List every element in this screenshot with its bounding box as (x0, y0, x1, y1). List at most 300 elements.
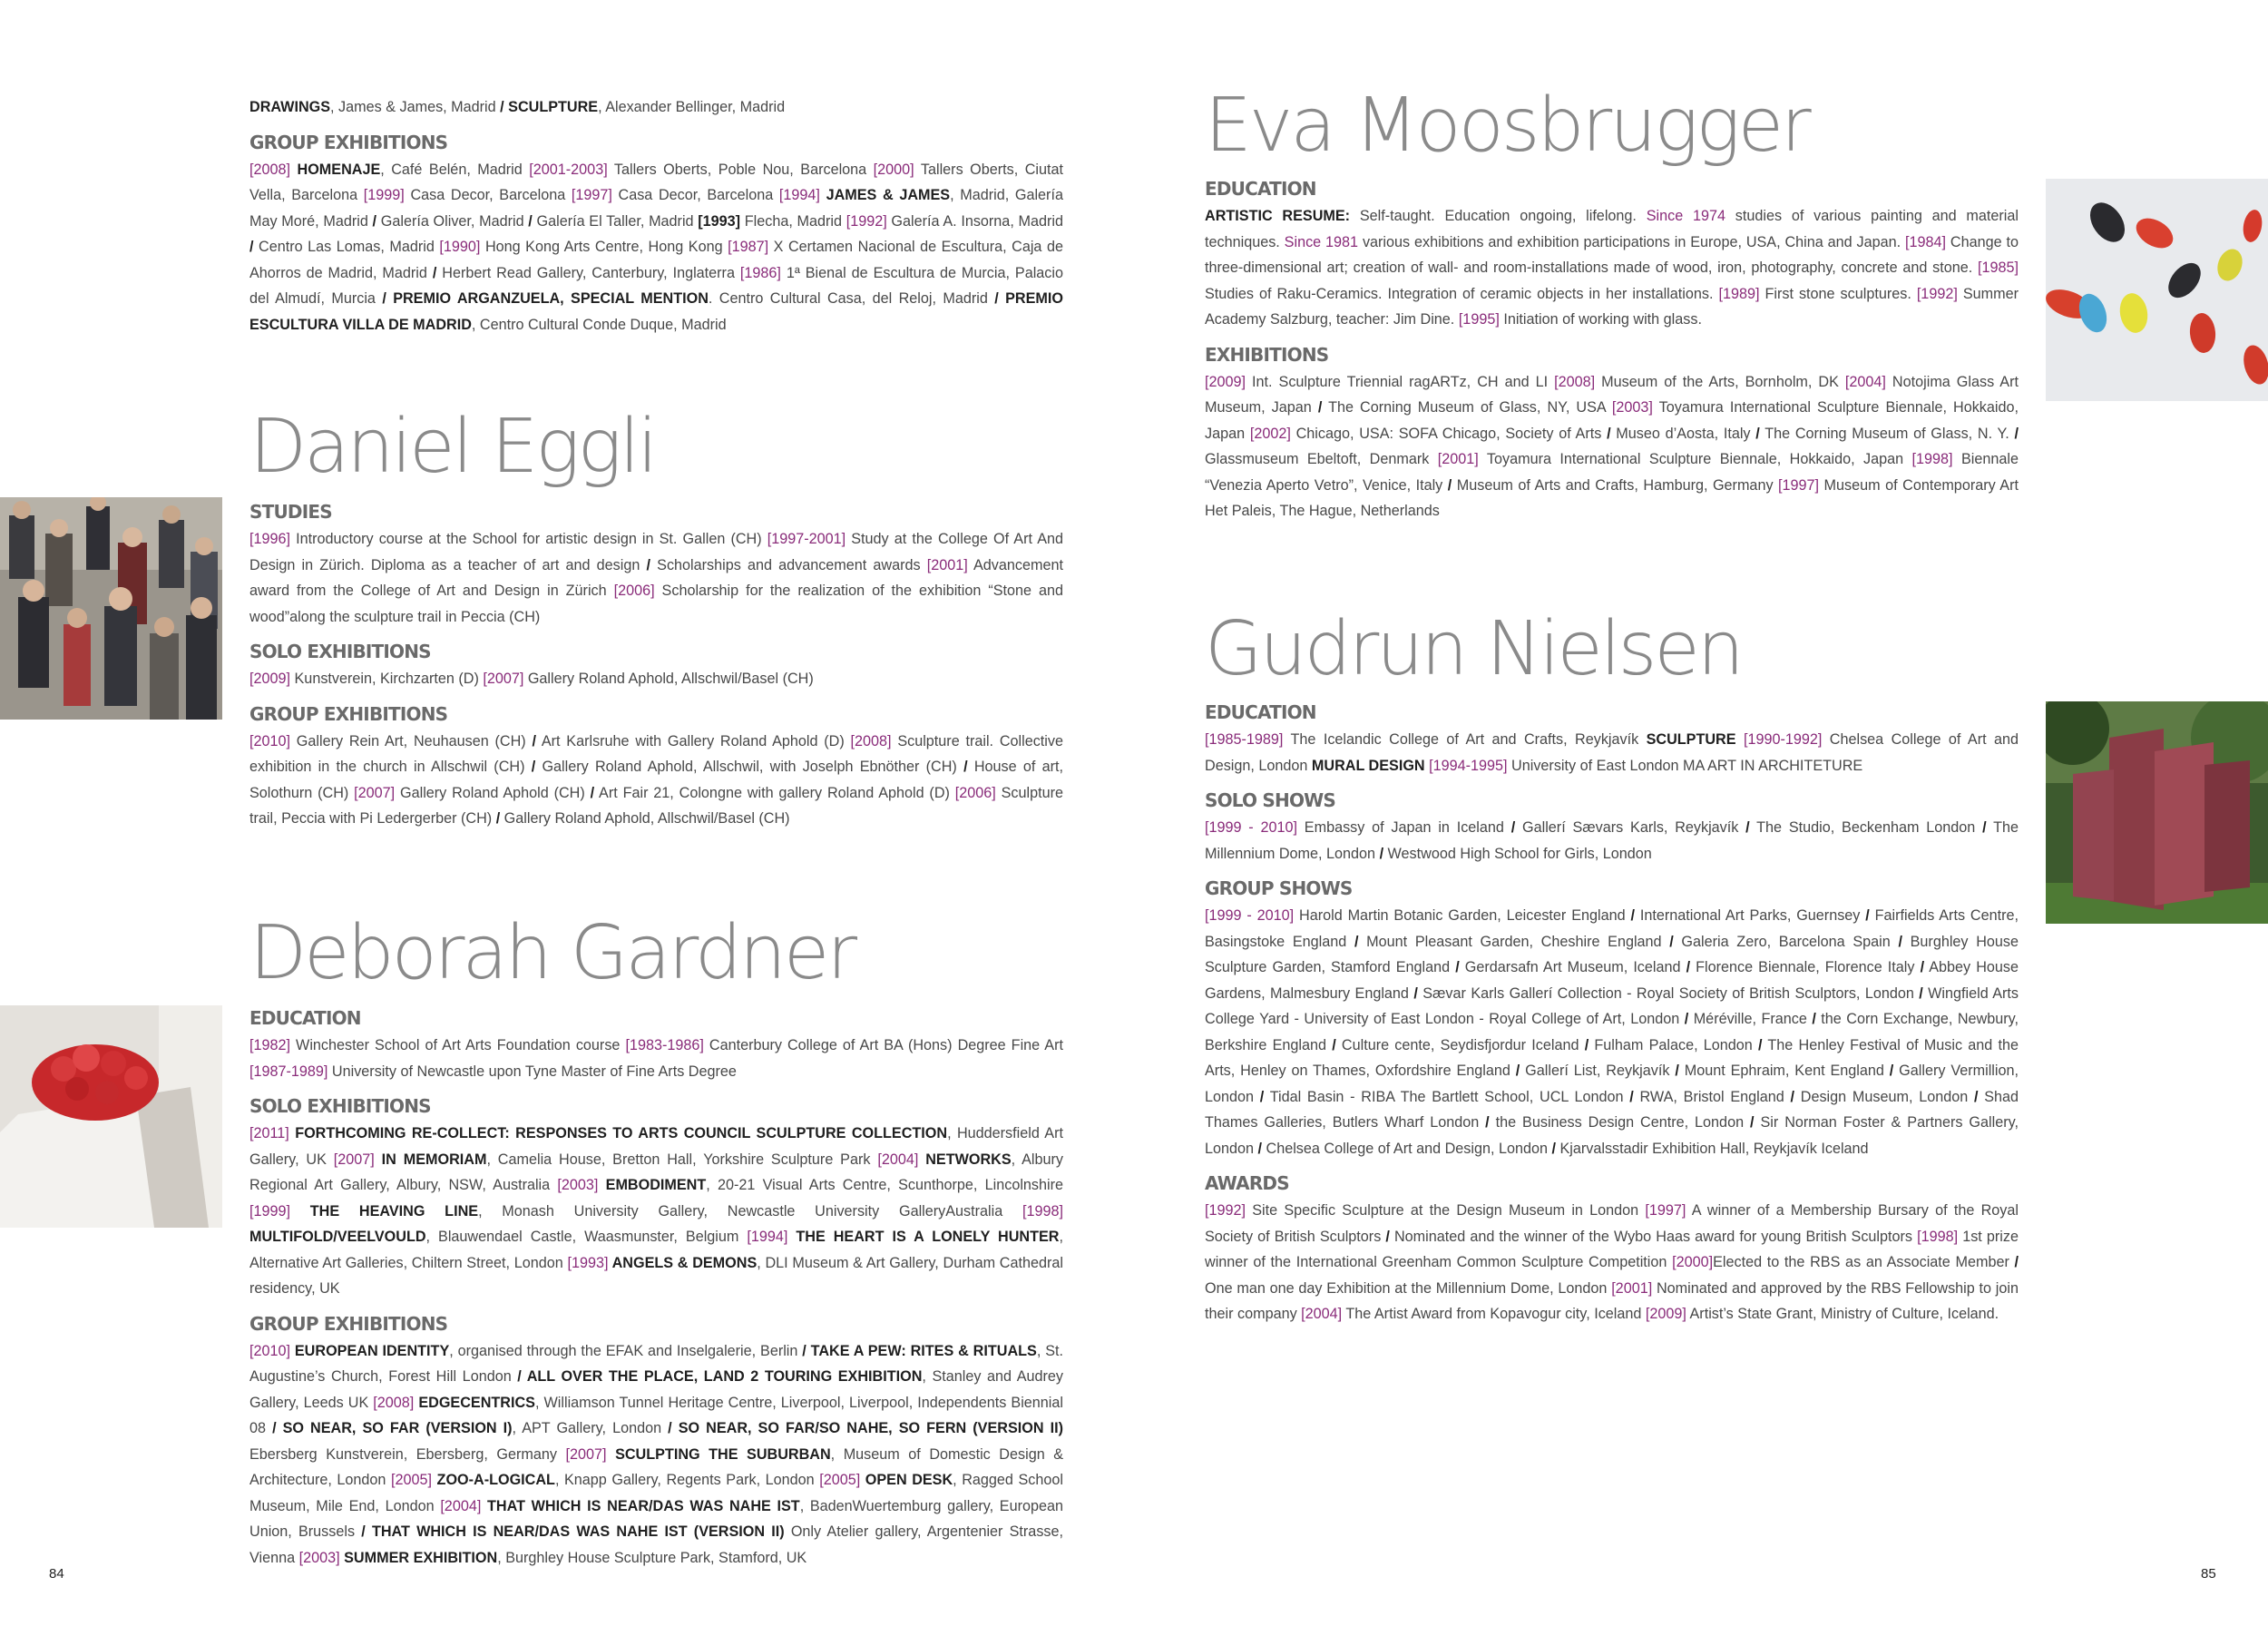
body-text: Sculpture trail. Collective exhibition in the church in Allschwil (CH) (249, 732, 1063, 775)
year-label: [2008] (1554, 373, 1596, 390)
section-text (249, 1338, 1063, 1572)
title-text: EUROPEAN IDENTITY (290, 1342, 450, 1359)
body-text: Galería Oliver, Madrid (376, 212, 529, 230)
body-text: The Artist Award from Kopavogur city, Iceland (1342, 1306, 1646, 1322)
body-text: Herbert Read Gallery, Canterbury, Inglaterra (436, 264, 740, 281)
separator: / (1317, 399, 1323, 416)
title-text: TAKE A PEW: RITES & RITUALS (806, 1342, 1037, 1359)
separator: / (1455, 959, 1460, 975)
body-text: Glassmuseum Ebeltoft, Denmark (1205, 451, 1438, 467)
body-text: , Burghley House Sculpture Park, Stamford, UK (497, 1549, 807, 1566)
separator: / (668, 1420, 672, 1436)
body-text: , Knapp Gallery, Regents Park, London (554, 1472, 820, 1488)
title-text: PREMIO ARGANZUELA, SPECIAL MENTION (386, 290, 709, 307)
title-text: JAMES & JAMES (819, 187, 951, 203)
section-text (1205, 815, 2019, 867)
separator: / (532, 732, 536, 749)
separator: / (2014, 425, 2019, 442)
separator: / (1515, 1063, 1520, 1079)
year-label: [1995] (1458, 311, 1500, 328)
section-heading: EDUCATION (1205, 178, 1316, 200)
body-text: the Business Design Centre, London (1489, 1114, 1751, 1131)
section-text (249, 666, 1063, 692)
body-text: Elected to the RBS as an Associate Member (1713, 1254, 2015, 1270)
year-label: [2007] (354, 784, 396, 801)
body-text: Studies of Raku-Ceramics. Integration of ceramic objects in her installations. (1205, 285, 1719, 302)
year-label: [1994] (778, 187, 820, 203)
separator: / (1669, 933, 1674, 950)
body-text: Gallery Roland Aphold, Allschwil/Basel (CH) (500, 810, 790, 827)
separator: / (432, 264, 437, 281)
body-text: Embassy of Japan in Iceland (1297, 819, 1511, 836)
body-text: Tidal Basin - RIBA The Bartlett School, UCL London (1264, 1088, 1630, 1105)
year-label: [1986] (739, 264, 781, 281)
artist-nielsen (1205, 606, 2019, 1338)
year-label: [1990] (439, 239, 481, 255)
year-label: [2009] (1645, 1306, 1686, 1322)
body-text: , Stanley and Audrey Gallery, Leeds UK (249, 1368, 1063, 1411)
title-text: MULTIFOLD/VEELVOULD (249, 1229, 426, 1245)
separator: / (1982, 819, 1987, 836)
body-text: Culture cente, Seydisfjordur Iceland (1335, 1036, 1585, 1053)
title-text: THAT WHICH IS NEAR/DAS WAS NAHE IST (481, 1497, 800, 1514)
year-label: [2001-2003] (529, 161, 608, 178)
year-label: [2005] (819, 1472, 861, 1488)
body-text: , Museum of Domestic Design & Architecture, London (249, 1445, 1064, 1488)
year-label: [2008] (249, 161, 291, 178)
separator: / (495, 810, 501, 827)
artist-eggli (249, 404, 1063, 843)
separator: / (1354, 933, 1359, 950)
section-text (1205, 203, 2019, 333)
title-text: SO NEAR, SO FAR (VERSION I) (276, 1420, 513, 1436)
separator: / (1257, 1140, 1263, 1157)
section-heading: EDUCATION (249, 1007, 361, 1029)
artist-photo-moosbrugger (2046, 179, 2268, 401)
separator: / (517, 1368, 522, 1385)
year-label: [2010] (249, 1342, 291, 1359)
year-label: [2007] (565, 1445, 607, 1463)
section-heading: SOLO EXHIBITIONS (249, 1095, 431, 1117)
body-text: , James & James, Madrid (330, 99, 501, 115)
crowd-figures-image (0, 497, 222, 720)
body-text: Scholarship for the realization of the exhibition “Stone and wood”along the sculpture trail in Peccia (CH) (249, 583, 1063, 625)
body-text: X Certamen Nacional de Escultura, Caja de Ahorros de Madrid, Madrid (249, 239, 1063, 281)
title-text: SCULPTING THE SUBURBAN (606, 1445, 831, 1463)
red-sculpture-image (0, 1005, 222, 1228)
body-text: , Centro Cultural Conde Duque, Madrid (471, 316, 727, 333)
year-label: [1994] (747, 1229, 788, 1245)
separator: / (2014, 1254, 2019, 1270)
body-text: , BadenWuertemburg gallery, European Union, Brussels (249, 1497, 1063, 1540)
body-text: Museo d’Aosta, Italy (1610, 425, 1756, 442)
body-text: , Madrid, Galería May Moré, Madrid (249, 187, 1063, 230)
artist-sections (249, 501, 1063, 832)
body-text: Hong Kong Arts Centre, Hong Kong (480, 239, 728, 255)
year-label: [2011] (249, 1125, 289, 1141)
body-text: Tallers Oberts, Poble Nou, Barcelona (607, 161, 874, 178)
separator: / (1973, 1088, 1979, 1105)
section-text (1205, 903, 2019, 1161)
prev-group-heading: GROUP EXHIBITIONS (249, 131, 448, 153)
section-heading: EDUCATION (1205, 701, 1316, 723)
section-text (1205, 369, 2019, 524)
year-label: [1985] (1977, 260, 2019, 276)
body-text: . Centro Cultural Casa, del Reloj, Madrid (708, 290, 995, 307)
year-label: [1999] (363, 187, 405, 203)
body-text: Int. Sculpture Triennial ragARTz, CH and LI (1246, 373, 1555, 390)
year-label: [2007] (333, 1151, 375, 1168)
separator: / (1812, 1011, 1816, 1027)
body-text: Summer Academy Salzburg, teacher: Jim Dine. (1205, 285, 2019, 328)
artist-name: Daniel Eggli (249, 404, 656, 490)
body-text: , Albury Regional Art Gallery, Albury, NSW, Australia (249, 1151, 1064, 1193)
separator: / (1758, 1036, 1763, 1053)
year-label: [1996] (249, 531, 291, 547)
separator: / (1898, 933, 1902, 950)
year-label: [2003] (557, 1177, 599, 1193)
body-text: Gallery Roland Aphold, Allschwil/Basel (CH) (523, 671, 814, 687)
body-text: First stone sculptures. (1759, 285, 1917, 302)
prev-group-text (249, 157, 1063, 338)
body-text: , organised through the EFAK and Inselgalerie, Berlin (449, 1342, 803, 1359)
year-label: [1992] (846, 212, 887, 230)
year-label: [1997] (1778, 476, 1820, 494)
body-text: Gerdarsafn Art Museum, Iceland (1459, 959, 1686, 975)
body-text: , APT Gallery, London (512, 1420, 669, 1436)
year-label: [1998] (1917, 1228, 1959, 1245)
year-label: [2000] (873, 161, 914, 178)
body-text: Toyamura International Sculpture Biennale, Hokkaido, Japan (1478, 451, 1912, 467)
body-text: Artist’s State Grant, Ministry of Culture, Iceland. (1686, 1306, 1999, 1322)
body-text: Nominated and approved by the RBS Fellowship to join their company (1205, 1279, 2019, 1322)
separator: / (590, 784, 595, 801)
title-text: SCULPTURE (503, 99, 599, 115)
year-label: [1984] (1905, 233, 1947, 250)
body-text: Chicago, USA: SOFA Chicago, Society of Arts (1290, 425, 1608, 442)
separator: / (1551, 1140, 1556, 1157)
title-text: THE HEART IS A LONELY HUNTER (787, 1229, 1060, 1245)
year-label: [1983-1986] (625, 1037, 704, 1053)
separator: / (1413, 984, 1418, 1002)
body-text: Canterbury College of Art BA (Hons) Degree Fine Art (703, 1037, 1063, 1053)
year-label: [2006] (954, 784, 996, 801)
year-label: [2002] (1249, 425, 1291, 442)
title-text: SUMMER EXHIBITION (339, 1549, 498, 1566)
year-label: [1992] (1205, 1202, 1246, 1219)
title-text: ARTISTIC RESUME: (1205, 208, 1351, 224)
body-text (1736, 731, 1744, 748)
body-text: Museum of the Arts, Bornholm, DK (1595, 373, 1845, 390)
body-text: Westwood High School for Girls, London (1383, 845, 1652, 862)
body-text: Kjarvalsstadir Exhibition Hall, Reykjavík Iceland (1555, 1140, 1869, 1157)
section-heading: STUDIES (249, 501, 332, 523)
separator: / (802, 1342, 807, 1359)
body-text: Centro Las Lomas, Madrid (253, 239, 440, 255)
separator: / (1510, 819, 1516, 836)
body-text: Gallery Roland Aphold, Allschwil, with Joselph Ebnöther (CH) (535, 759, 964, 775)
section-text (249, 729, 1063, 832)
body-text: Galería A. Insorna, Madrid (886, 212, 1063, 230)
body-text: University of Newcastle upon Tyne Master of Fine Arts Degree (327, 1063, 737, 1080)
year-label: [1985-1989] (1205, 731, 1284, 748)
body-text: Art Fair 21, Colongne with gallery Roland Aphold (D) (594, 784, 955, 801)
artist-name: Gudrun Nielsen (1205, 606, 1742, 692)
body-text: Notojima Glass Art Museum, Japan (1205, 373, 2019, 416)
section-heading: EXHIBITIONS (1205, 343, 1329, 366)
separator: / (528, 212, 533, 230)
separator: / (382, 290, 386, 307)
separator: / (1790, 1088, 1795, 1105)
body-text: Art Karlsruhe with Gallery Roland Aphold (D) (535, 732, 851, 749)
section-text (249, 1033, 1063, 1084)
separator: / (1675, 1063, 1679, 1079)
prev-artist-continuation (249, 94, 1063, 348)
body-text: Harold Martin Botanic Garden, Leicester England (1294, 907, 1631, 924)
title-text: PREMIO ESCULTURA VILLA DE MADRID (249, 290, 1063, 333)
year-label: [1994-1995] (1429, 757, 1508, 774)
body-text: Museum of Contemporary Art Het Paleis, The Hague, Netherlands (1205, 476, 2019, 519)
title-text: THAT WHICH IS NEAR/DAS WAS NAHE IST (VERSION II) (365, 1523, 785, 1540)
artist-sections (1205, 701, 2019, 1327)
separator: / (1447, 476, 1452, 494)
year-label: [2004] (877, 1151, 919, 1168)
section-text (249, 1121, 1063, 1302)
body-text: Gallerí List, Reykjavík (1520, 1063, 1676, 1079)
body-text: various exhibitions and exhibition participations in Europe, USA, China and Japan. (1358, 233, 1906, 250)
body-text: , Camelia House, Bretton Hall, Yorkshire Sculpture Park (486, 1151, 878, 1168)
body-text: Advancement award from the College of Art and Design in Zürich (249, 556, 1063, 599)
separator: / (249, 239, 254, 255)
separator: / (500, 99, 504, 115)
separator: / (1584, 1036, 1589, 1053)
year-label: [2001] (1611, 1279, 1653, 1297)
body-text: The Millennium Dome, London (1205, 819, 2019, 862)
separator: / (1385, 1228, 1390, 1245)
year-label: [2009] (249, 671, 291, 687)
year-label: [1989] (1718, 285, 1760, 302)
separator: / (1485, 1114, 1490, 1131)
artist-photo-gardner (0, 1005, 222, 1228)
section-heading: SOLO EXHIBITIONS (249, 641, 431, 662)
body-text: Gallerí Sævars Karls, Reykjavík (1515, 819, 1746, 836)
page-number-left: 84 (49, 1566, 64, 1582)
body-text: Sævar Karls Gallerí Collection - Royal Society of British Sculptors, London (1417, 984, 1920, 1002)
body-text: The Studio, Beckenham London (1749, 819, 1983, 836)
title-text: OPEN DESK (860, 1472, 953, 1488)
body-text: studies of various painting and material techniques. (1205, 208, 2019, 250)
body-text: Self-taught. Education ongoing, lifelong. (1350, 208, 1647, 224)
body-text: Florence Biennale, Florence Italy (1690, 959, 1921, 975)
year-label: [2000] (1672, 1254, 1714, 1270)
right-page (1134, 0, 2268, 1626)
title-text: DRAWINGS (249, 99, 331, 115)
body-text: Galería El Taller, Madrid (532, 212, 699, 230)
title-text: ANGELS & DEMONS (608, 1254, 758, 1271)
body-text: Kunstverein, Kirchzarten (D) (290, 671, 484, 687)
separator: / (1919, 984, 1923, 1002)
body-text: Mount Ephraim, Kent England (1678, 1063, 1890, 1079)
year-label: Since 1981 (1284, 233, 1359, 250)
separator: / (1630, 907, 1635, 924)
year-label: [2001] (926, 556, 968, 573)
body-text: , DLI Museum & Art Gallery, Durham Cathedral residency, UK (249, 1254, 1063, 1297)
body-text: Design Museum, London (1794, 1088, 1974, 1105)
body-text: Casa Decor, Barcelona (611, 187, 779, 203)
body-text: Flecha, Madrid (740, 212, 846, 230)
separator: / (372, 212, 377, 230)
title-text: EDGECENTRICS (414, 1394, 535, 1411)
body-text: Shad Thames Galleries, Butlers Wharf London (1205, 1088, 2019, 1131)
body-text: , Alexander Bellinger, Madrid (598, 99, 786, 115)
body-text: , Café Belén, Madrid (380, 161, 530, 178)
body-text: Gallery Roland Aphold (CH) (395, 784, 591, 801)
separator: / (1629, 1088, 1634, 1105)
body-text: , Alternative Art Galleries, Chiltern Street, London (249, 1229, 1064, 1271)
body-text: Winchester School of Art Arts Foundation course (290, 1037, 626, 1053)
section-heading: GROUP SHOWS (1205, 877, 1353, 899)
separator: / (1607, 425, 1611, 442)
year-label: [1982] (249, 1037, 291, 1053)
body-text: Abbey House Gardens, Malmesbury England (1205, 959, 2019, 1002)
year-label: [1999] (249, 1202, 291, 1220)
body-text: Sculpture trail, Peccia with Pi Ledergerber (CH) (249, 784, 1063, 827)
body-text: The Henley Festival of Music and the Arts, Henley on Thames, Oxfordshire England (1205, 1036, 2019, 1079)
red-panels-image (2046, 701, 2268, 924)
year-label: [1993] (567, 1254, 609, 1271)
body-text: Only Atelier gallery, Argentenier Strasse, Vienna (249, 1523, 1064, 1566)
body-text: Site Specific Sculpture at the Design Museum in London (1246, 1202, 1646, 1219)
body-text: One man one day Exhibition at the Millennium Dome, London (1205, 1279, 1612, 1297)
year-label: [1999 - 2010] (1205, 907, 1295, 924)
year-label: [2007] (483, 671, 524, 687)
year-label: [2004] (440, 1497, 482, 1514)
body-text: , St. Augustine’s Church, Forest Hill London (249, 1342, 1063, 1385)
body-text: Fairfields Arts Centre, Basingstoke England (1205, 907, 2019, 950)
prev-intro (249, 94, 1063, 121)
title-text: ZOO-A-LOGICAL (432, 1472, 555, 1488)
year-label: [1997] (1645, 1202, 1686, 1219)
body-text: Scholarships and advancement awards (650, 556, 927, 573)
body-text: International Art Parks, Guernsey (1634, 907, 1866, 924)
body-text: Wingfield Arts College Yard - University of East London - Royal College of Art, London (1205, 984, 2019, 1027)
section-heading: GROUP EXHIBITIONS (249, 702, 448, 725)
body-text: RWA, Bristol England (1633, 1088, 1791, 1105)
body-text: Tallers Oberts, Ciutat Vella, Barcelona (249, 161, 1063, 203)
section-heading: AWARDS (1205, 1172, 1289, 1194)
year-label: [1990-1992] (1743, 731, 1823, 748)
body-text: , Blauwendael Castle, Waasmunster, Belgium (425, 1229, 748, 1245)
body-text: House of art, Solothurn (CH) (249, 759, 1063, 801)
body-text: , Ragged School Museum, Mile End, London (249, 1472, 1063, 1514)
body-text: Fulham Palace, London (1589, 1036, 1758, 1053)
year-label: Since 1974 (1646, 208, 1726, 224)
year-label: [2004] (1844, 373, 1886, 390)
body-text: 1ª Bienal de Escultura de Murcia, Palacio del Almudí, Murcia (249, 264, 1063, 307)
body-text: , Huddersfield Art Gallery, UK (249, 1125, 1063, 1168)
title-text: FORTHCOMING RE-COLLECT: RESPONSES TO ARTS COUNCIL SCULPTURE COLLECTION (288, 1125, 948, 1141)
body-text: Chelsea College of Art and Design, London (1262, 1140, 1552, 1157)
year-label: [2005] (390, 1472, 432, 1488)
title-text: IN MEMORIAM (374, 1151, 487, 1168)
artist-name: Deborah Gardner (249, 910, 855, 996)
separator: / (994, 290, 999, 307)
body-text: Nominated and the winner of the Wybo Haas award for young British Sculptors (1389, 1228, 1918, 1245)
body-text: Gallery Rein Art, Neuhausen (CH) (290, 732, 533, 749)
year-label: [1998] (1022, 1202, 1063, 1220)
body-text: Méréville, France (1688, 1011, 1813, 1027)
page-number-right: 85 (2201, 1566, 2216, 1582)
artist-sections (249, 1007, 1063, 1571)
separator: / (646, 556, 651, 573)
body-text: Galeria Zero, Barcelona Spain (1673, 933, 1899, 950)
separator: / (1865, 907, 1870, 924)
year-label: [2003] (298, 1549, 340, 1566)
artist-sections (1205, 178, 2019, 524)
separator: / (1379, 845, 1384, 862)
separator: / (1684, 1011, 1689, 1027)
separator: / (361, 1523, 366, 1540)
year-label: [2010] (249, 732, 291, 749)
body-text: Museum of Arts and Crafts, Hamburg, Germany (1452, 476, 1779, 494)
separator: / (1755, 425, 1760, 442)
body-text: the Corn Exchange, Newbury, Berkshire England (1205, 1011, 2019, 1053)
year-label: [1992] (1916, 285, 1958, 302)
separator: / (1686, 959, 1691, 975)
glass-beans-image (2046, 179, 2268, 401)
section-text (1205, 1198, 2019, 1327)
separator: / (1332, 1036, 1336, 1053)
title-text: EMBODIMENT (598, 1177, 707, 1193)
artist-gardner (249, 910, 1064, 1582)
section-heading: SOLO SHOWS (1205, 789, 1336, 811)
body-text: University of East London MA ART IN ARCHITETURE (1507, 757, 1863, 774)
separator: / (1259, 1088, 1265, 1105)
body-text: Study at the College Of Art And Design in Zürich. Diploma as a teacher of art and design (249, 531, 1063, 573)
artist-moosbrugger (1205, 83, 2019, 535)
section-text (1205, 727, 2019, 779)
body-text: Sir Norman Foster & Partners Gallery, London (1205, 1114, 2019, 1157)
body-text: Burghley House Sculpture Garden, Stamford England (1205, 933, 2019, 975)
year-label: [2001] (1437, 451, 1479, 467)
body-text: Change to three-dimensional art; creation of wall- and room-installations made of wood, iron, photography, concrete and stone. (1205, 233, 2019, 276)
year-label: [2008] (850, 732, 892, 749)
title-text: THE HEAVING LINE (290, 1202, 479, 1220)
body-text: Chelsea College of Art and Design, London (1205, 731, 2019, 774)
body-text: Introductory course at the School for artistic design in St. Gallen (CH) (290, 531, 767, 547)
body-text: Casa Decor, Barcelona (404, 187, 572, 203)
body-text: 1st prize winner of the International Greenham Common Sculpture Competition (1205, 1228, 2019, 1270)
body-text: Toyamura International Sculpture Biennale, Hokkaido, Japan (1205, 399, 2019, 442)
year-label: [1987-1989] (249, 1063, 328, 1080)
year-label: [2003] (1611, 399, 1653, 416)
title-text: SO NEAR, SO FAR/SO NAHE, SO FERN (VERSION II) (671, 1420, 1063, 1436)
separator: / (1745, 819, 1750, 836)
year-label: [1998] (1911, 451, 1953, 467)
separator: / (1920, 959, 1925, 975)
title-text: ALL OVER THE PLACE, LAND 2 TOURING EXHIBITION (521, 1368, 923, 1385)
artist-photo-eggli (0, 497, 222, 720)
year-label: [2008] (373, 1394, 415, 1411)
body-text: Initiation of working with glass. (1499, 311, 1702, 328)
separator: / (963, 759, 968, 775)
body-text: Biennale “Venezia Aperto Vetro”, Venice, Italy (1205, 451, 2019, 494)
year-label: [1987] (728, 239, 769, 255)
year-label: [2009] (1205, 373, 1246, 390)
separator: / (531, 759, 536, 775)
artist-photo-nielsen (2046, 701, 2268, 924)
body-text: Mount Pleasant Garden, Cheshire England (1358, 933, 1670, 950)
